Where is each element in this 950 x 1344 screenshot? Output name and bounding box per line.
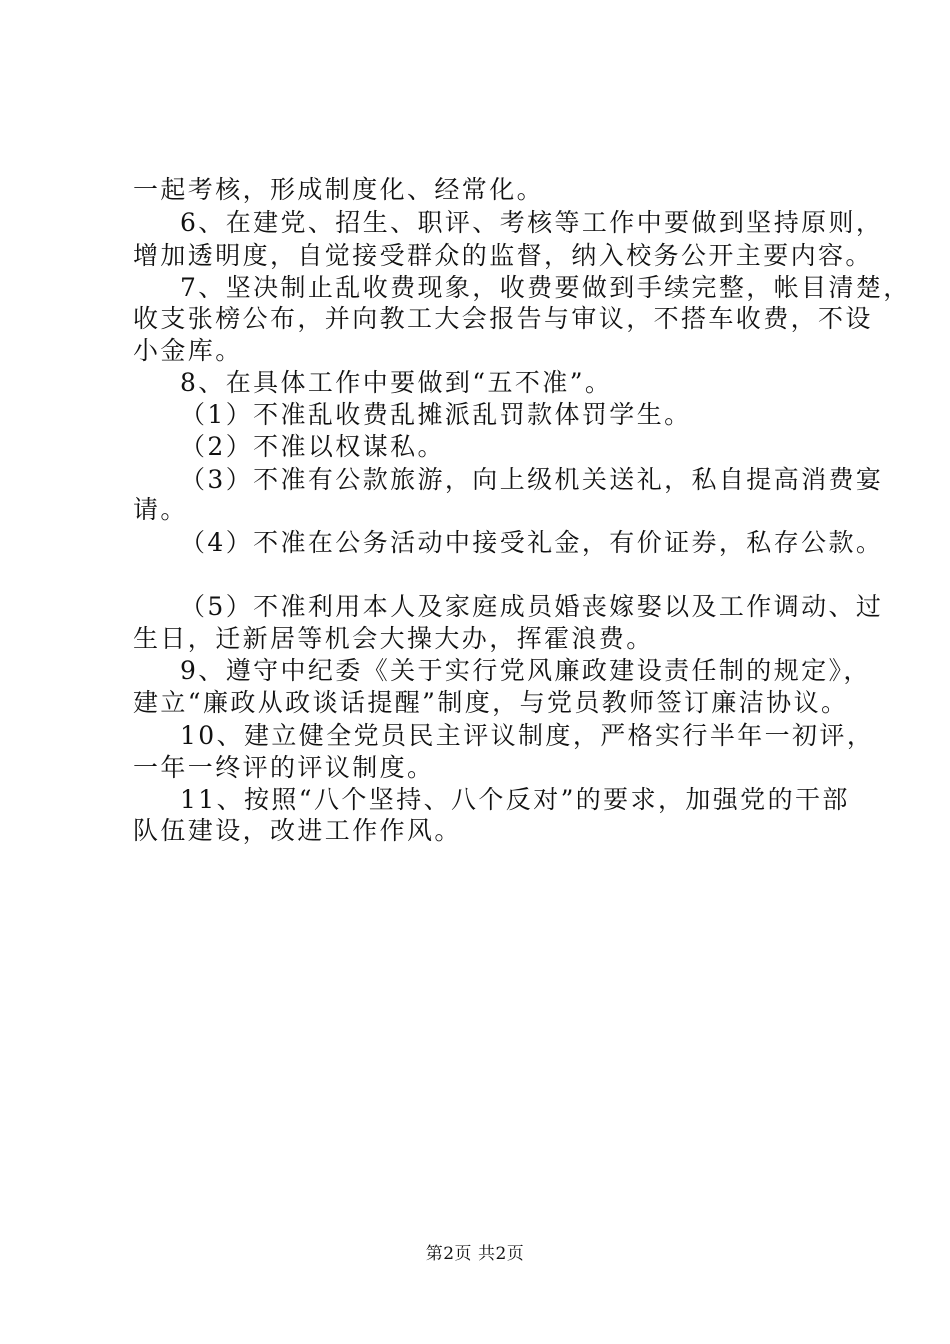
text-line: 7、坚决制止乱收费现象，收费要做到手续完整，帐目清楚， bbox=[180, 273, 911, 302]
text-line: 增加透明度，自觉接受群众的监督，纳入校务公开主要内容。 bbox=[133, 241, 873, 270]
text-line: 小金库。 bbox=[133, 336, 243, 365]
text-line: （4）不准在公务活动中接受礼金，有价证券，私存公款。 bbox=[180, 528, 884, 557]
text-line: 9、遵守中纪委《关于实行党风廉政建设责任制的规定》， bbox=[180, 656, 871, 685]
text-line: 8、在具体工作中要做到“五不准”。 bbox=[180, 368, 613, 397]
text-line: （1）不准乱收费乱摊派乱罚款体罚学生。 bbox=[180, 400, 692, 429]
text-line: 6、在建党、招生、职评、考核等工作中要做到坚持原则， bbox=[180, 208, 884, 237]
text-line: 队伍建设，改进工作作风。 bbox=[133, 816, 462, 845]
text-line: 10、建立健全党员民主评议制度，严格实行半年一初评， bbox=[180, 721, 875, 750]
text-line: 一起考核，形成制度化、经常化。 bbox=[133, 175, 545, 204]
text-line: 一年一终评的评议制度。 bbox=[133, 753, 435, 782]
page-number-footer: 第2页 共2页 bbox=[425, 1244, 525, 1264]
text-line: 建立“廉政从政谈话提醒”制度，与党员教师签订廉洁协议。 bbox=[133, 688, 849, 717]
text-line: 收支张榜公布，并向教工大会报告与审议，不搭车收费，不设 bbox=[133, 304, 873, 333]
text-line: 11、按照“八个坚持、八个反对”的要求，加强党的干部 bbox=[180, 785, 850, 814]
text-line: 生日，迁新居等机会大操大办，挥霍浪费。 bbox=[133, 624, 654, 653]
text-line: （2）不准以权谋私。 bbox=[180, 432, 445, 461]
text-line: 请。 bbox=[133, 495, 188, 524]
text-line: （3）不准有公款旅游，向上级机关送礼，私自提高消费宴 bbox=[180, 465, 884, 494]
text-line: （5）不准利用本人及家庭成员婚丧嫁娶以及工作调动、过 bbox=[180, 592, 884, 621]
